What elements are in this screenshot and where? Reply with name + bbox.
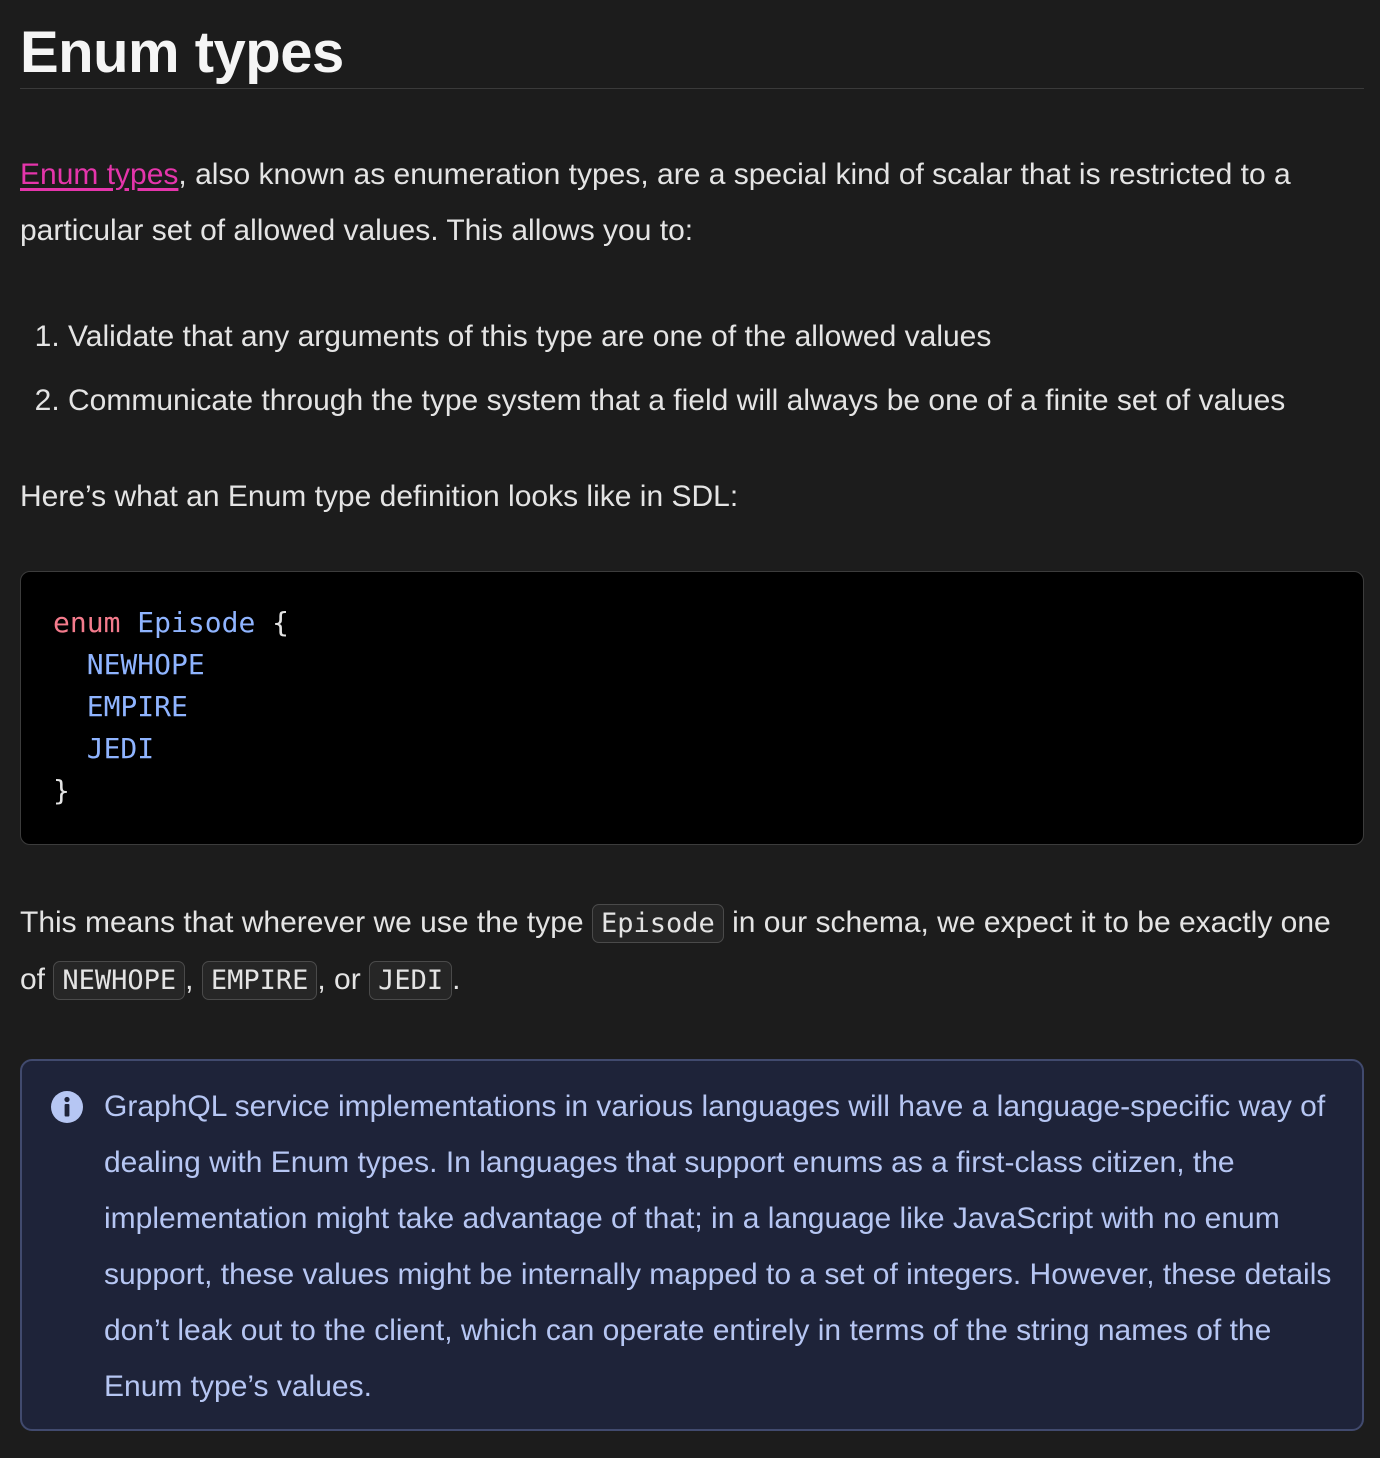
inline-code-newhope: NEWHOPE [53, 961, 185, 1000]
inline-code-jedi: JEDI [369, 961, 452, 1000]
list-item: 2. Communicate through the type system that a field will always be one of a finite set of values [68, 369, 1364, 433]
code-close-brace: } [53, 774, 70, 807]
info-icon [50, 1090, 84, 1124]
inline-code-episode: Episode [592, 904, 724, 943]
code-keyword: enum [53, 606, 121, 639]
period-text: . [452, 963, 461, 996]
separator-text: , or [317, 963, 370, 996]
intro-text: , also known as enumeration types, are a special kind of scalar that is restricted to a particular set of allowed values. This allows you to: [20, 158, 1291, 247]
explanation-paragraph [20, 895, 1364, 1009]
separator-text: , [185, 963, 202, 996]
code-block [20, 571, 1364, 845]
page-content [20, 0, 1364, 1431]
code-enum-value: JEDI [86, 732, 155, 765]
list-item: 1. Validate that any arguments of this type are one of the allowed values [68, 305, 1364, 369]
inline-code-empire: EMPIRE [202, 961, 318, 1000]
explanation-text: in our schema, we expect it to be exactly one of [20, 906, 1331, 996]
capabilities-list [20, 305, 1364, 433]
code-enum-value: EMPIRE [86, 690, 188, 723]
code-enum-value: NEWHOPE [86, 648, 205, 681]
explanation-text: This means that wherever we use the type [20, 906, 592, 939]
sdl-intro-text: Here’s what an Enum type definition looks like in SDL: [20, 480, 739, 513]
intro-paragraph [20, 147, 1364, 259]
code-type-name: Episode [137, 606, 256, 639]
enum-types-link[interactable]: Enum types [20, 158, 179, 191]
info-callout [20, 1059, 1364, 1431]
callout-text: GraphQL service implementations in various languages will have a language-specific way of dealing with Enum types. In languages that support enums as a first-class citizen, the implementation might take advantage of that; in a language like JavaScript with no enum support, these values might be internally mapped to a set of integers. However, these details don’t leak out to the client, which can operate entirely in terms of the string names of the Enum type’s values. [104, 1090, 1332, 1403]
code-open-brace: { [272, 606, 290, 639]
page-title: Enum types [20, 0, 1364, 89]
